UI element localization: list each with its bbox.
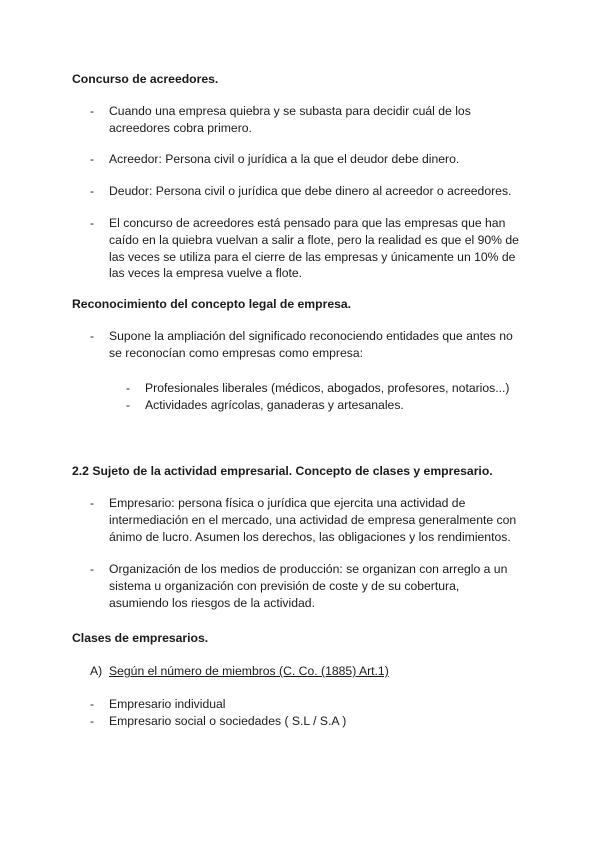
list-item [90, 183, 530, 200]
list-item-text: El concurso de acreedores está pensado para que las empresas que han caído en la quiebra vuelvan a salir a flote, pero la realidad es que el 90% de las veces se utiliza para el cierre de las empresas y únicamente un 10% de las veces la empresa vuelve a flote. [109, 216, 519, 281]
heading-clases: Clases de empresarios. [72, 631, 209, 645]
heading-concurso: Concurso de acreedores. [72, 72, 219, 86]
bullet-dash: - [90, 697, 95, 711]
sub-list-item-text: Actividades agrícolas, ganaderas y artesanales. [145, 398, 404, 412]
heading-reconocimiento: Reconocimiento del concepto legal de empresa. [72, 297, 352, 311]
bullet-dash: - [90, 184, 95, 198]
list-item [90, 495, 530, 545]
bullet-dash: - [90, 714, 95, 728]
bullet-dash: - [126, 381, 131, 395]
bullet-dash: - [90, 496, 95, 510]
list-item-text: Deudor: Persona civil o jurídica que debe dinero al acreedor o acreedores. [109, 184, 512, 198]
list-item [90, 713, 530, 730]
list-item [90, 103, 530, 137]
bullet-dash: - [90, 104, 95, 118]
sub-list-item [126, 380, 526, 397]
list-item-text: Supone la ampliación del significado reconociendo entidades que antes no se reconocían como empresas como empresa: [109, 329, 513, 360]
list-item-text: Empresario social o sociedades ( S.L / S.A ) [109, 714, 347, 728]
list-item-text: Cuando una empresa quiebra y se subasta para decidir cuál de los acreedores cobra primero. [109, 104, 471, 135]
lettered-item-text: Según el número de miembros (C. Co. (1885) Art.1) [109, 664, 389, 678]
bullet-dash: - [90, 152, 95, 166]
list-item-text: Empresario: persona física o jurídica que ejercita una actividad de intermediación en el mercado, una actividad de empresa generalmente con ánimo de lucro. Asumen los derechos, las obligaciones y los rendimientos. [109, 496, 517, 544]
list-item-text: Organización de los medios de producción: se organizan con arreglo a un sistema u organización con previsión de coste y de su cobertura, asumiendo los riesgos de la actividad. [109, 562, 508, 610]
list-item [90, 328, 530, 362]
lettered-item [90, 663, 389, 680]
list-item [90, 151, 530, 168]
list-item [90, 696, 530, 713]
bullet-dash: - [90, 329, 95, 343]
list-item [90, 561, 530, 611]
list-item-text: Acreedor: Persona civil o jurídica a la que el deudor debe dinero. [109, 152, 460, 166]
bullet-dash: - [90, 216, 95, 230]
list-item [90, 215, 530, 282]
letter-marker: A) [90, 664, 103, 678]
bullet-dash: - [90, 562, 95, 576]
list-item-text: Empresario individual [109, 697, 226, 711]
sub-list-item [126, 397, 526, 414]
bullet-dash: - [126, 398, 131, 412]
heading-sujeto: 2.2 Sujeto de la actividad empresarial. Concepto de clases y empresario. [72, 464, 493, 478]
sub-list-item-text: Profesionales liberales (médicos, abogados, profesores, notarios...) [145, 381, 510, 395]
